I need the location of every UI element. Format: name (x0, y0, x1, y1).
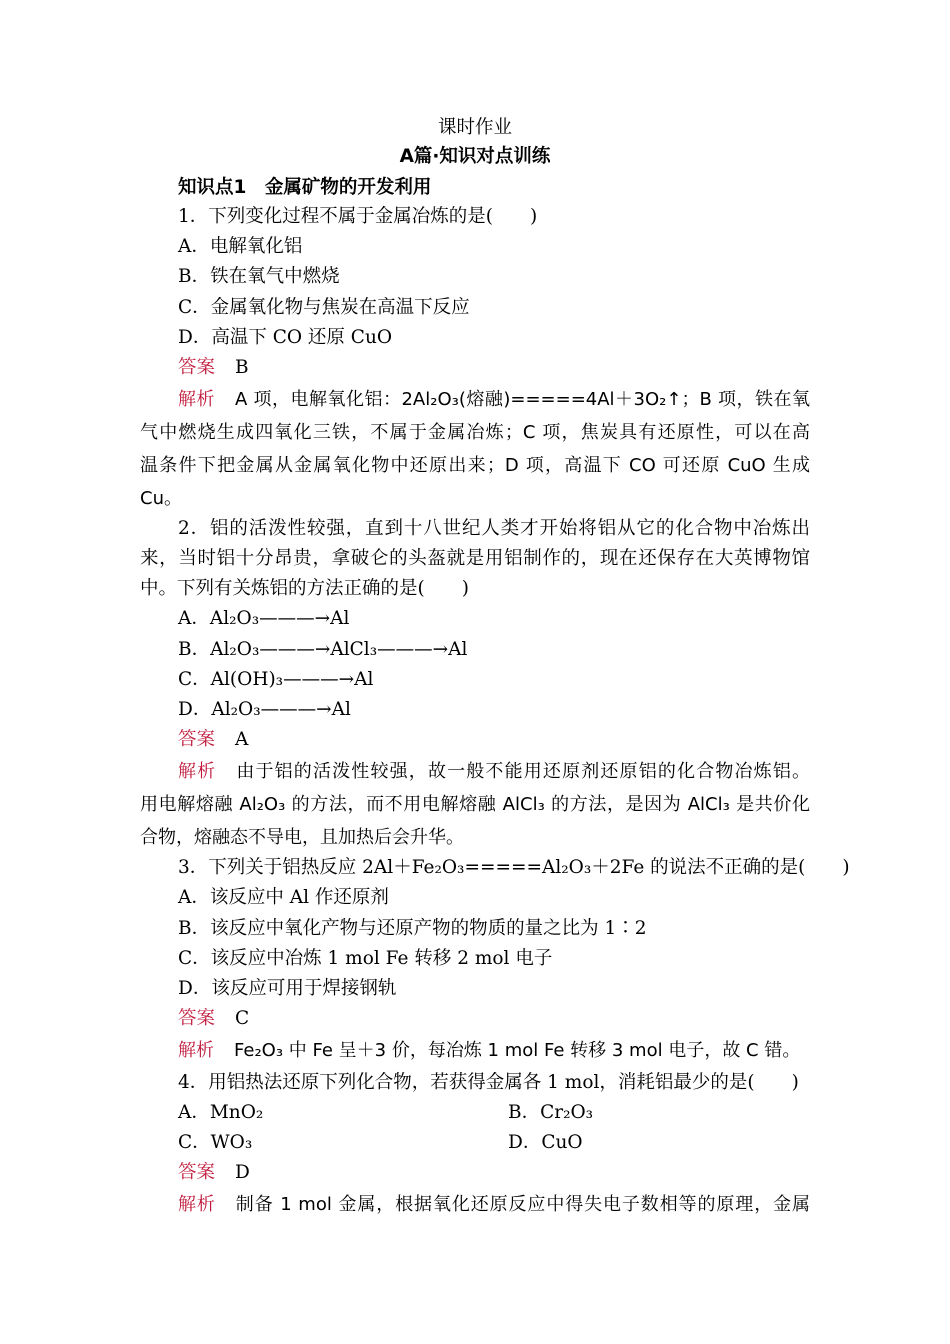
q3-answer (178, 1007, 249, 1031)
q2-answer-value: A (235, 729, 249, 750)
q2-analysis-line-1 (178, 760, 810, 784)
q3-answer-value: C (235, 1008, 250, 1029)
section-heading: 知识点1 金属矿物的开发利用 (178, 177, 432, 198)
q4-analysis-line-1 (178, 1193, 810, 1217)
q3-option-c: C．该反应中冶炼 1 mol Fe 转移 2 mol 电子 (178, 948, 553, 969)
q3-option-d: D．该反应可用于焊接钢轨 (178, 978, 397, 999)
q2-analysis-text-1: 由于铝的活泼性较强，故一般不能用还原剂还原铝的化合物冶炼铝。 (236, 761, 811, 782)
page-title: 课时作业 (437, 117, 512, 138)
q3-option-b: B．该反应中氧化产物与还原产物的物质的量之比为 1∶2 (178, 918, 647, 939)
q4-answer-value: D (235, 1162, 250, 1183)
q1-option-a: A．电解氧化铝 (178, 236, 303, 257)
q2-option-a: A．Al₂O₃———→Al (178, 608, 350, 629)
q2-analysis-line-3: 合物，熔融态不导电，且加热后会升华。 (140, 827, 464, 848)
q4-option-d: D．CuO (508, 1132, 583, 1153)
q2-stem-line-1: 2．铝的活泼性较强，直到十八世纪人类才开始将铝从它的化合物中冶炼出 (178, 518, 810, 539)
q1-analysis-line-4: Cu。 (140, 488, 182, 509)
q1-analysis-line-3: 温条件下把金属从金属氧化物中还原出来；D 项，高温下 CO 可还原 CuO 生成 (140, 455, 810, 476)
q3-option-a: A．该反应中 Al 作还原剂 (178, 887, 389, 908)
q4-option-c: C．WO₃ (178, 1132, 253, 1153)
q2-stem-line-2: 来，当时铝十分昂贵，拿破仑的头盔就是用铝制作的，现在还保存在大英博物馆 (140, 548, 810, 569)
q3-analysis-text: Fe₂O₃ 中 Fe 呈＋3 价，每冶炼 1 mol Fe 转移 3 mol 电子，故 C 错。 (234, 1040, 801, 1061)
answer-label: 答案 (178, 1008, 216, 1029)
answer-label: 答案 (178, 357, 216, 378)
q2-option-d: D．Al₂O₃———→Al (178, 699, 351, 720)
analysis-label: 解析 (178, 1194, 216, 1215)
q2-analysis-line-2: 用电解熔融 Al₂O₃ 的方法，而不用电解熔融 AlCl₃ 的方法，是因为 AlCl₃ 是共价化 (140, 794, 810, 815)
page-subtitle: A篇·知识对点训练 (399, 146, 551, 167)
q2-stem-line-3: 中。下列有关炼铝的方法正确的是( ) (140, 578, 469, 599)
q1-analysis-line-2: 气中燃烧生成四氧化三铁，不属于金属冶炼；C 项，焦炭具有还原性，可以在高 (140, 422, 810, 443)
q1-analysis-text-1: A 项，电解氧化铝：2Al₂O₃(熔融)=====4Al＋3O₂↑；B 项，铁在氧 (235, 389, 810, 410)
answer-label: 答案 (178, 729, 216, 750)
q1-analysis-line-1 (178, 388, 810, 412)
q4-stem: 4．用铝热法还原下列化合物，若获得金属各 1 mol，消耗铝最少的是( ) (178, 1072, 799, 1093)
q1-answer (178, 356, 249, 380)
analysis-label: 解析 (178, 1040, 214, 1061)
q4-option-a: A．MnO₂ (178, 1102, 264, 1123)
q4-answer (178, 1161, 250, 1185)
q1-answer-value: B (235, 357, 249, 378)
q2-option-c: C．Al(OH)₃———→Al (178, 669, 374, 690)
answer-label: 答案 (178, 1162, 216, 1183)
q2-answer (178, 728, 248, 752)
q1-option-d: D．高温下 CO 还原 CuO (178, 327, 393, 348)
q1-stem: 1．下列变化过程不属于金属冶炼的是( ) (178, 206, 538, 227)
q3-analysis (178, 1039, 800, 1063)
q1-option-b: B．铁在氧气中燃烧 (178, 266, 340, 287)
q2-option-b: B．Al₂O₃———→AlCl₃———→Al (178, 639, 468, 660)
q3-stem: 3．下列关于铝热反应 2Al＋Fe₂O₃=====Al₂O₃＋2Fe 的说法不正确的是( ) (178, 857, 850, 878)
q1-option-c: C．金属氧化物与焦炭在高温下反应 (178, 297, 470, 318)
q4-analysis-text-1: 制备 1 mol 金属，根据氧化还原反应中得失电子数相等的原理，金属 (235, 1194, 810, 1215)
analysis-label: 解析 (178, 389, 215, 410)
q4-option-b: B．Cr₂O₃ (508, 1102, 594, 1123)
analysis-label: 解析 (178, 761, 217, 782)
